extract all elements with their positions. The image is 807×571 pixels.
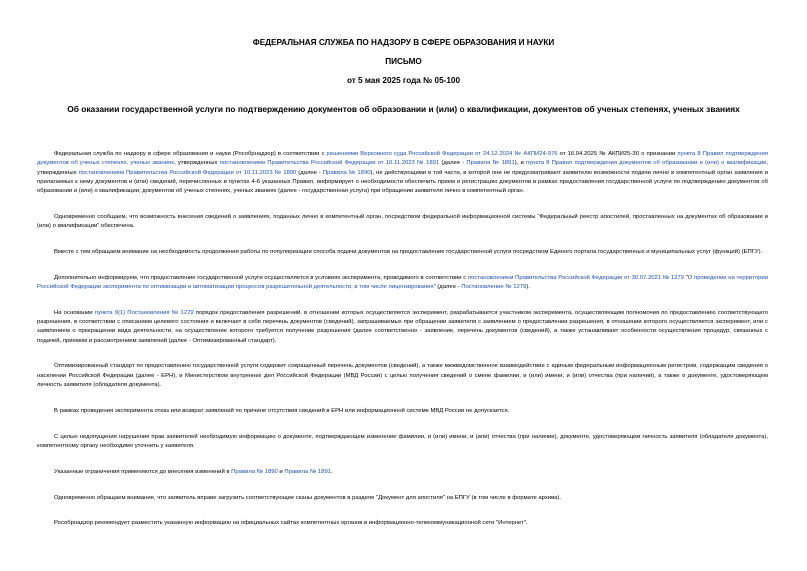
paragraph-11: Рособрнадзор рекомендует разместить указанную информацию на официальных сайтах компетентных органов в информационно-телекоммуникационной сети "Интернет".	[54, 520, 528, 527]
text-span: (далее -	[296, 169, 323, 176]
link-postanovlenie-1279[interactable]: Постановление № 1279	[461, 284, 527, 291]
paragraph-10: Одновременно обращаем внимание, что заявитель вправе загрузить соответствующие сканы документов в разделе "Документ для апостиля" на ЕПГУ (в том числе в формате архива).	[54, 494, 562, 501]
document-subject: Об оказании государственной услуги по подтверждению документов об образовании и (или) о квалификации, документов об ученых степенях, ученых званиях	[67, 104, 740, 114]
link-rules-1891[interactable]: Правила № 1891	[284, 468, 331, 475]
link-resolution-1279[interactable]: постановлением Правительства Российской Федерации от 30.07.2021 № 1279	[467, 274, 684, 281]
text-span: Федеральная служба по надзору в сфере образования и науки (Рособрнадзор) в соответствии с	[54, 151, 327, 157]
paragraph-9	[37, 468, 768, 477]
link-item-9-1-postanovlenie-1279[interactable]: пункта 9(1) Постановления № 1279	[94, 309, 194, 316]
link-rules-1890-item-8[interactable]: пункта 8 Правил подтверждения документов об образовании и (или) о квалификации	[526, 160, 767, 167]
link-rules-1890[interactable]: Правила № 1890	[231, 468, 278, 475]
text-span: порядок предоставления разрешений, в отношении которых осуществляется эксперимент, разрабатывается участником эксперимента, осуществляющим полномочия по предоставлению соответствующего разрешения, в соответствии с описанием целевого состояния и включает в себя перечень документов (сведений), запрашиваемых при обращении заявителя с заявлением о предоставлении разрешения, в отношении которого осуществляется эксперимент, или с заявлением о прекращении вида деятельности, на осуществление которого требуется получение разрешения (далее соответственно - заявление, перечень документов (сведений), а также устанавливает особенности осуществления процедур, связанных с подачей, приемом и рассмотрением заявлений (далее - Оптимизированный стандарт).	[37, 309, 769, 344]
paragraph-8: С целью недопущения нарушения прав заявителей необходимую информацию о документе, подтверждающем изменение фамилии, и (или) имени, и (или) отчества (при наличии), документе, удостоверяющем личность заявителя (обладателя документа), компетентному органу необходимо уточнить у заявителя.	[37, 433, 768, 449]
document-body	[37, 150, 768, 529]
text-span: Указанные ограничения применяются до внесения изменений в	[54, 468, 232, 475]
text-span: ), и	[514, 160, 527, 167]
paragraph-6: Оптимизированный стандарт по предоставлению государственной услуги содержит сокращенный перечень документов (сведений), а также межведомственное взаимодействие с единым федеральным информационным регистром, содержащим сведения о населении Российской Федерации (далее - ЕРН), и Министерством внутренних дел Российской Федерации (МВД России) с целью получения сведений о смене фамилии, и (или) имени, и (или) отчества (при наличии), а также о документе, удостоверяющем личность заявителя (обладателя документа).	[37, 363, 768, 388]
agency-name: ФЕДЕРАЛЬНАЯ СЛУЖБА ПО НАДЗОРУ В СФЕРЕ ОБРАЗОВАНИЯ И НАУКИ	[252, 38, 555, 47]
text-span: ), не действующими в той части, в которой они не предусматривают заявителю возможности подачи лично в компетентный орган заявления и прилагаемых к нему документов и (или) сведений, перечисленных в пунктах 4-6 указанных Правил, информирует о необходимости обеспечить прием и регистрацию документов в рамках предоставления государственной услуги по подтверждению документов об образовании и (или) о квалификации, документов об ученых степенях, ученых званиях (далее - государственная услуга) при обращении заявителя лично в компетентный орган.	[37, 169, 768, 194]
text-span: ).	[526, 284, 530, 291]
paragraph-7: В рамках проведения эксперимента отказ или возврат заявлений по причине отсутствия сведений в ЕРН или информационной системе МВД России не допускается.	[54, 407, 510, 414]
paragraph-1	[37, 150, 768, 196]
text-span: от 16.04.2025 № АКПИ25-30 о признании	[557, 151, 678, 157]
text-span: , утвержденных	[174, 160, 220, 167]
text-span: (далее -	[439, 160, 467, 167]
text-span: .	[331, 468, 333, 475]
link-resolution-1891[interactable]: постановлением Правительства Российской Федерации от 10.11.2023 № 1891	[219, 160, 440, 167]
link-rules-1891[interactable]: Правила № 1891	[466, 160, 515, 167]
text-span: и	[277, 468, 285, 475]
link-supreme-court-decision[interactable]: решениями Верховного суда Российской Федерации от 24.12.2024 № АКПИ24-976	[326, 151, 558, 157]
paragraph-2: Одновременно сообщаем, что возможность внесения сведений о заявлениях, поданных лично в компетентный орган, посредством федеральной информационной системы "Федеральный реестр апостилей, проставленных на документах об образовании и (или) о квалификации" обеспечена.	[37, 213, 768, 230]
paragraph-5	[37, 309, 768, 346]
link-rules-1891-item-8[interactable]: пункта 8 Правил подтверждения документов об ученых степенях, ученых званиях	[37, 151, 769, 167]
link-rules-1890[interactable]: Правила № 1890	[322, 169, 371, 176]
text-span: "	[683, 274, 688, 281]
link-experiment-title[interactable]: О проведении на территории Российской Федерации эксперимента по оптимизации и автоматизации процессов разрешительной деятельности, в том числе лицензирования	[37, 274, 768, 291]
document-type: ПИСЬМО	[385, 57, 422, 66]
link-resolution-1890[interactable]: постановлением Правительства Российской Федерации от 10.11.2023 № 1890	[78, 169, 297, 176]
text-span: , утвержденных	[37, 160, 768, 176]
text-span: Дополнительно информируем, что предоставление государственной услуги осуществляется в условиях эксперимента, проводимого в соответствии с	[54, 274, 468, 281]
text-span: " (далее -	[433, 284, 462, 291]
paragraph-3: Вместе с тем обращаем внимание на необходимость продолжения работы по популяризации способа подачи документов на предоставление государственной услуги посредством Единого портала государственных и муниципальных услуг (функций) (ЕПГУ).	[54, 248, 763, 255]
text-span: На основании	[54, 309, 95, 316]
paragraph-4	[37, 274, 768, 293]
document-date-number: от 5 мая 2025 года № 05-100	[346, 76, 461, 85]
